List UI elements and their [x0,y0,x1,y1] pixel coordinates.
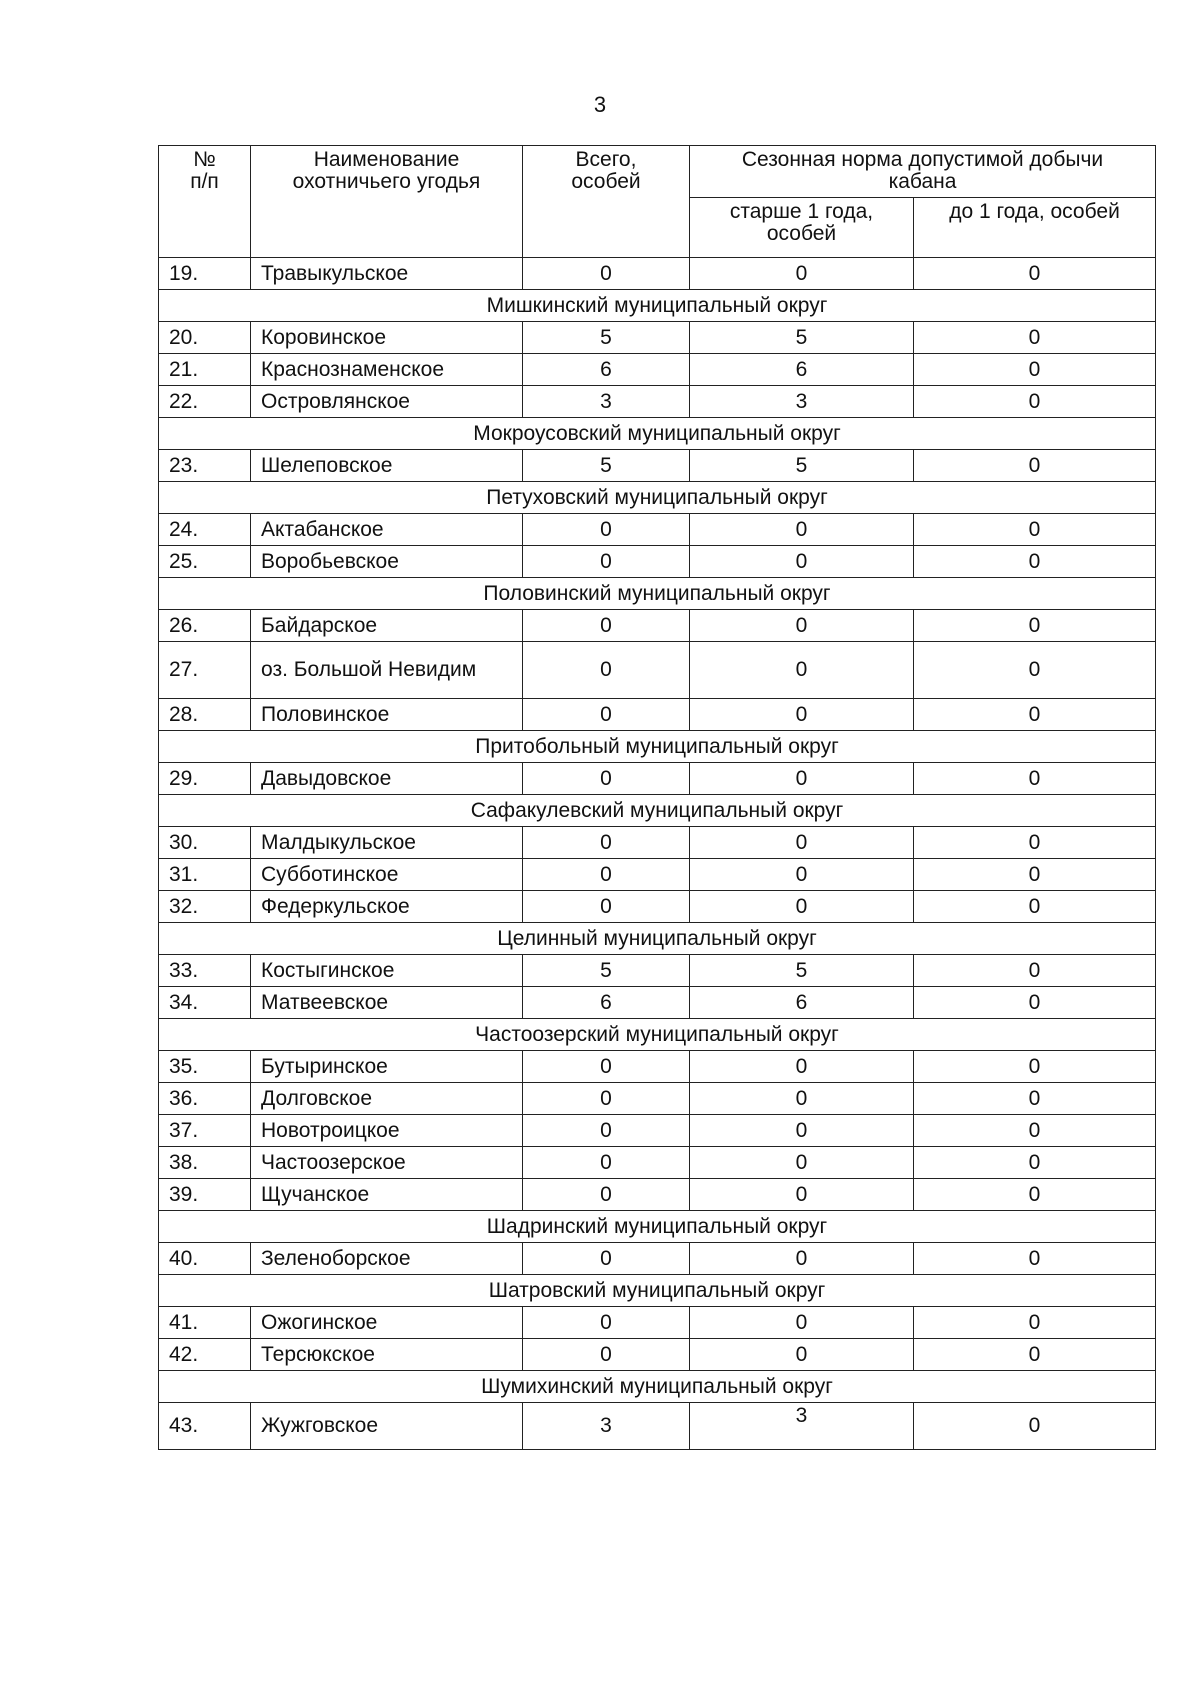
hunting-ground-name: Краснознаменское [251,354,523,386]
district-group-row [159,1019,1156,1051]
older-count: 0 [690,1147,914,1179]
older-count: 0 [690,546,914,578]
row-number: 21. [159,354,251,386]
header-younger-label: до 1 года, особей [949,200,1120,223]
table-row [159,955,1156,987]
younger-count: 0 [914,258,1156,290]
hunting-ground-name: Новотроицкое [251,1115,523,1147]
district-name: Мишкинский муниципальный округ [159,290,1156,322]
table-row [159,258,1156,290]
district-name: Половинский муниципальный округ [159,578,1156,610]
younger-count: 0 [914,699,1156,731]
older-count: 5 [690,450,914,482]
younger-count: 0 [914,1403,1156,1450]
row-number: 42. [159,1339,251,1371]
district-name: Целинный муниципальный округ [159,923,1156,955]
older-count: 3 [690,386,914,418]
row-number: 20. [159,322,251,354]
older-count: 0 [690,891,914,923]
older-count: 0 [690,514,914,546]
row-number: 33. [159,955,251,987]
total-count: 0 [523,1115,690,1147]
hunting-ground-name: Долговское [251,1083,523,1115]
district-name: Шумихинский муниципальный округ [159,1371,1156,1403]
older-count: 0 [690,699,914,731]
older-count: 0 [690,1243,914,1275]
hunting-ground-name: Давыдовское [251,763,523,795]
older-count: 0 [690,827,914,859]
total-count: 5 [523,450,690,482]
row-number: 29. [159,763,251,795]
row-number: 26. [159,610,251,642]
row-number: 37. [159,1115,251,1147]
total-count: 5 [523,322,690,354]
table-header [159,146,1156,258]
table-row [159,859,1156,891]
district-group-row [159,923,1156,955]
younger-count: 0 [914,1115,1156,1147]
district-group-row [159,1211,1156,1243]
younger-count: 0 [914,1307,1156,1339]
table-row [159,1403,1156,1450]
hunting-ground-name: Ожогинское [251,1307,523,1339]
total-count: 0 [523,1051,690,1083]
table-row [159,1051,1156,1083]
header-season-label: Сезонная норма допустимой добычи кабана [741,148,1104,193]
total-count: 6 [523,987,690,1019]
hunting-ground-name: Коровинское [251,322,523,354]
table-body [159,258,1156,1450]
older-count: 6 [690,354,914,386]
total-count: 0 [523,1339,690,1371]
total-count: 0 [523,1243,690,1275]
district-group-row [159,795,1156,827]
table-row [159,1179,1156,1211]
header-name [251,146,523,258]
district-group-row [159,1275,1156,1307]
older-count: 0 [690,258,914,290]
header-num [159,146,251,258]
total-count: 0 [523,859,690,891]
table-row [159,450,1156,482]
total-count: 5 [523,955,690,987]
older-count: 0 [690,1115,914,1147]
row-number: 40. [159,1243,251,1275]
total-count: 0 [523,1307,690,1339]
header-name-label: Наименование охотничьего угодья [292,148,481,193]
hunting-ground-name: Федеркульское [251,891,523,923]
older-count: 3 [690,1403,914,1450]
table-row [159,1307,1156,1339]
table-row [159,763,1156,795]
hunting-ground-name: Терсюкское [251,1339,523,1371]
older-count: 0 [690,1307,914,1339]
row-number: 32. [159,891,251,923]
older-count: 6 [690,987,914,1019]
younger-count: 0 [914,450,1156,482]
table-row [159,546,1156,578]
older-count: 0 [690,1339,914,1371]
row-number: 24. [159,514,251,546]
older-count: 5 [690,322,914,354]
district-group-row [159,482,1156,514]
district-group-row [159,290,1156,322]
table-row [159,322,1156,354]
total-count: 0 [523,642,690,699]
hunting-ground-name: Травыкульское [251,258,523,290]
table-row [159,514,1156,546]
row-number: 35. [159,1051,251,1083]
row-number: 22. [159,386,251,418]
hunting-ground-name: Матвеевское [251,987,523,1019]
hunting-ground-name: Бутыринское [251,1051,523,1083]
district-group-row [159,578,1156,610]
younger-count: 0 [914,955,1156,987]
hunting-ground-name: Субботинское [251,859,523,891]
younger-count: 0 [914,1243,1156,1275]
older-count: 5 [690,955,914,987]
younger-count: 0 [914,1051,1156,1083]
hunting-ground-name: Зеленоборское [251,1243,523,1275]
district-name: Шатровский муниципальный округ [159,1275,1156,1307]
total-count: 0 [523,514,690,546]
table-row [159,354,1156,386]
total-count: 0 [523,1147,690,1179]
younger-count: 0 [914,322,1156,354]
table-row [159,642,1156,699]
total-count: 0 [523,546,690,578]
row-number: 23. [159,450,251,482]
younger-count: 0 [914,859,1156,891]
district-name: Частоозерский муниципальный округ [159,1019,1156,1051]
total-count: 0 [523,763,690,795]
district-group-row [159,418,1156,450]
hunting-ground-name: Щучанское [251,1179,523,1211]
younger-count: 0 [914,610,1156,642]
table-row [159,891,1156,923]
table-row [159,987,1156,1019]
total-count: 0 [523,827,690,859]
younger-count: 0 [914,354,1156,386]
district-name: Притобольный муниципальный округ [159,731,1156,763]
older-count: 0 [690,642,914,699]
hunting-ground-name: Половинское [251,699,523,731]
older-count: 0 [690,610,914,642]
district-name: Мокроусовский муниципальный округ [159,418,1156,450]
total-count: 3 [523,1403,690,1450]
header-older-label: старше 1 года, особей [729,200,874,245]
total-count: 0 [523,1083,690,1115]
header-num-label: № п/п [190,148,219,193]
younger-count: 0 [914,1083,1156,1115]
hunting-ground-name: Островлянское [251,386,523,418]
district-name: Петуховский муниципальный округ [159,482,1156,514]
total-count: 0 [523,610,690,642]
district-group-row [159,1371,1156,1403]
older-count: 0 [690,1083,914,1115]
table-row [159,827,1156,859]
header-total [523,146,690,258]
hunting-ground-name: Жужговское [251,1403,523,1450]
younger-count: 0 [914,1339,1156,1371]
district-group-row [159,731,1156,763]
hunting-ground-name: Малдыкульское [251,827,523,859]
row-number: 43. [159,1403,251,1450]
table-row [159,1083,1156,1115]
row-number: 28. [159,699,251,731]
total-count: 0 [523,1179,690,1211]
table-row [159,386,1156,418]
district-name: Шадринский муниципальный округ [159,1211,1156,1243]
hunting-ground-name: оз. Большой Невидим [251,642,523,699]
row-number: 30. [159,827,251,859]
row-number: 19. [159,258,251,290]
row-number: 39. [159,1179,251,1211]
younger-count: 0 [914,642,1156,699]
older-count: 0 [690,1179,914,1211]
row-number: 34. [159,987,251,1019]
total-count: 6 [523,354,690,386]
hunting-ground-name: Актабанское [251,514,523,546]
row-number: 25. [159,546,251,578]
total-count: 0 [523,699,690,731]
row-number: 27. [159,642,251,699]
row-number: 41. [159,1307,251,1339]
district-name: Сафакулевский муниципальный округ [159,795,1156,827]
table-row [159,699,1156,731]
older-count: 0 [690,859,914,891]
hunting-quota-table [158,145,1156,1450]
older-count: 0 [690,763,914,795]
page-number: 3 [593,92,607,117]
hunting-ground-name: Шелеповское [251,450,523,482]
header-younger [914,198,1156,258]
table-row [159,1115,1156,1147]
younger-count: 0 [914,891,1156,923]
younger-count: 0 [914,1179,1156,1211]
total-count: 0 [523,891,690,923]
hunting-ground-name: Костыгинское [251,955,523,987]
header-older [690,198,914,258]
table-row [159,1339,1156,1371]
younger-count: 0 [914,386,1156,418]
table-row [159,1147,1156,1179]
header-season [690,146,1156,198]
header-total-label: Всего, особей [571,148,641,193]
younger-count: 0 [914,1147,1156,1179]
table-row [159,610,1156,642]
younger-count: 0 [914,514,1156,546]
total-count: 3 [523,386,690,418]
younger-count: 0 [914,827,1156,859]
row-number: 31. [159,859,251,891]
row-number: 36. [159,1083,251,1115]
hunting-ground-name: Частоозерское [251,1147,523,1179]
total-count: 0 [523,258,690,290]
older-count: 0 [690,1051,914,1083]
row-number: 38. [159,1147,251,1179]
hunting-ground-name: Байдарское [251,610,523,642]
younger-count: 0 [914,987,1156,1019]
hunting-ground-name: Воробьевское [251,546,523,578]
younger-count: 0 [914,763,1156,795]
table-row [159,1243,1156,1275]
younger-count: 0 [914,546,1156,578]
